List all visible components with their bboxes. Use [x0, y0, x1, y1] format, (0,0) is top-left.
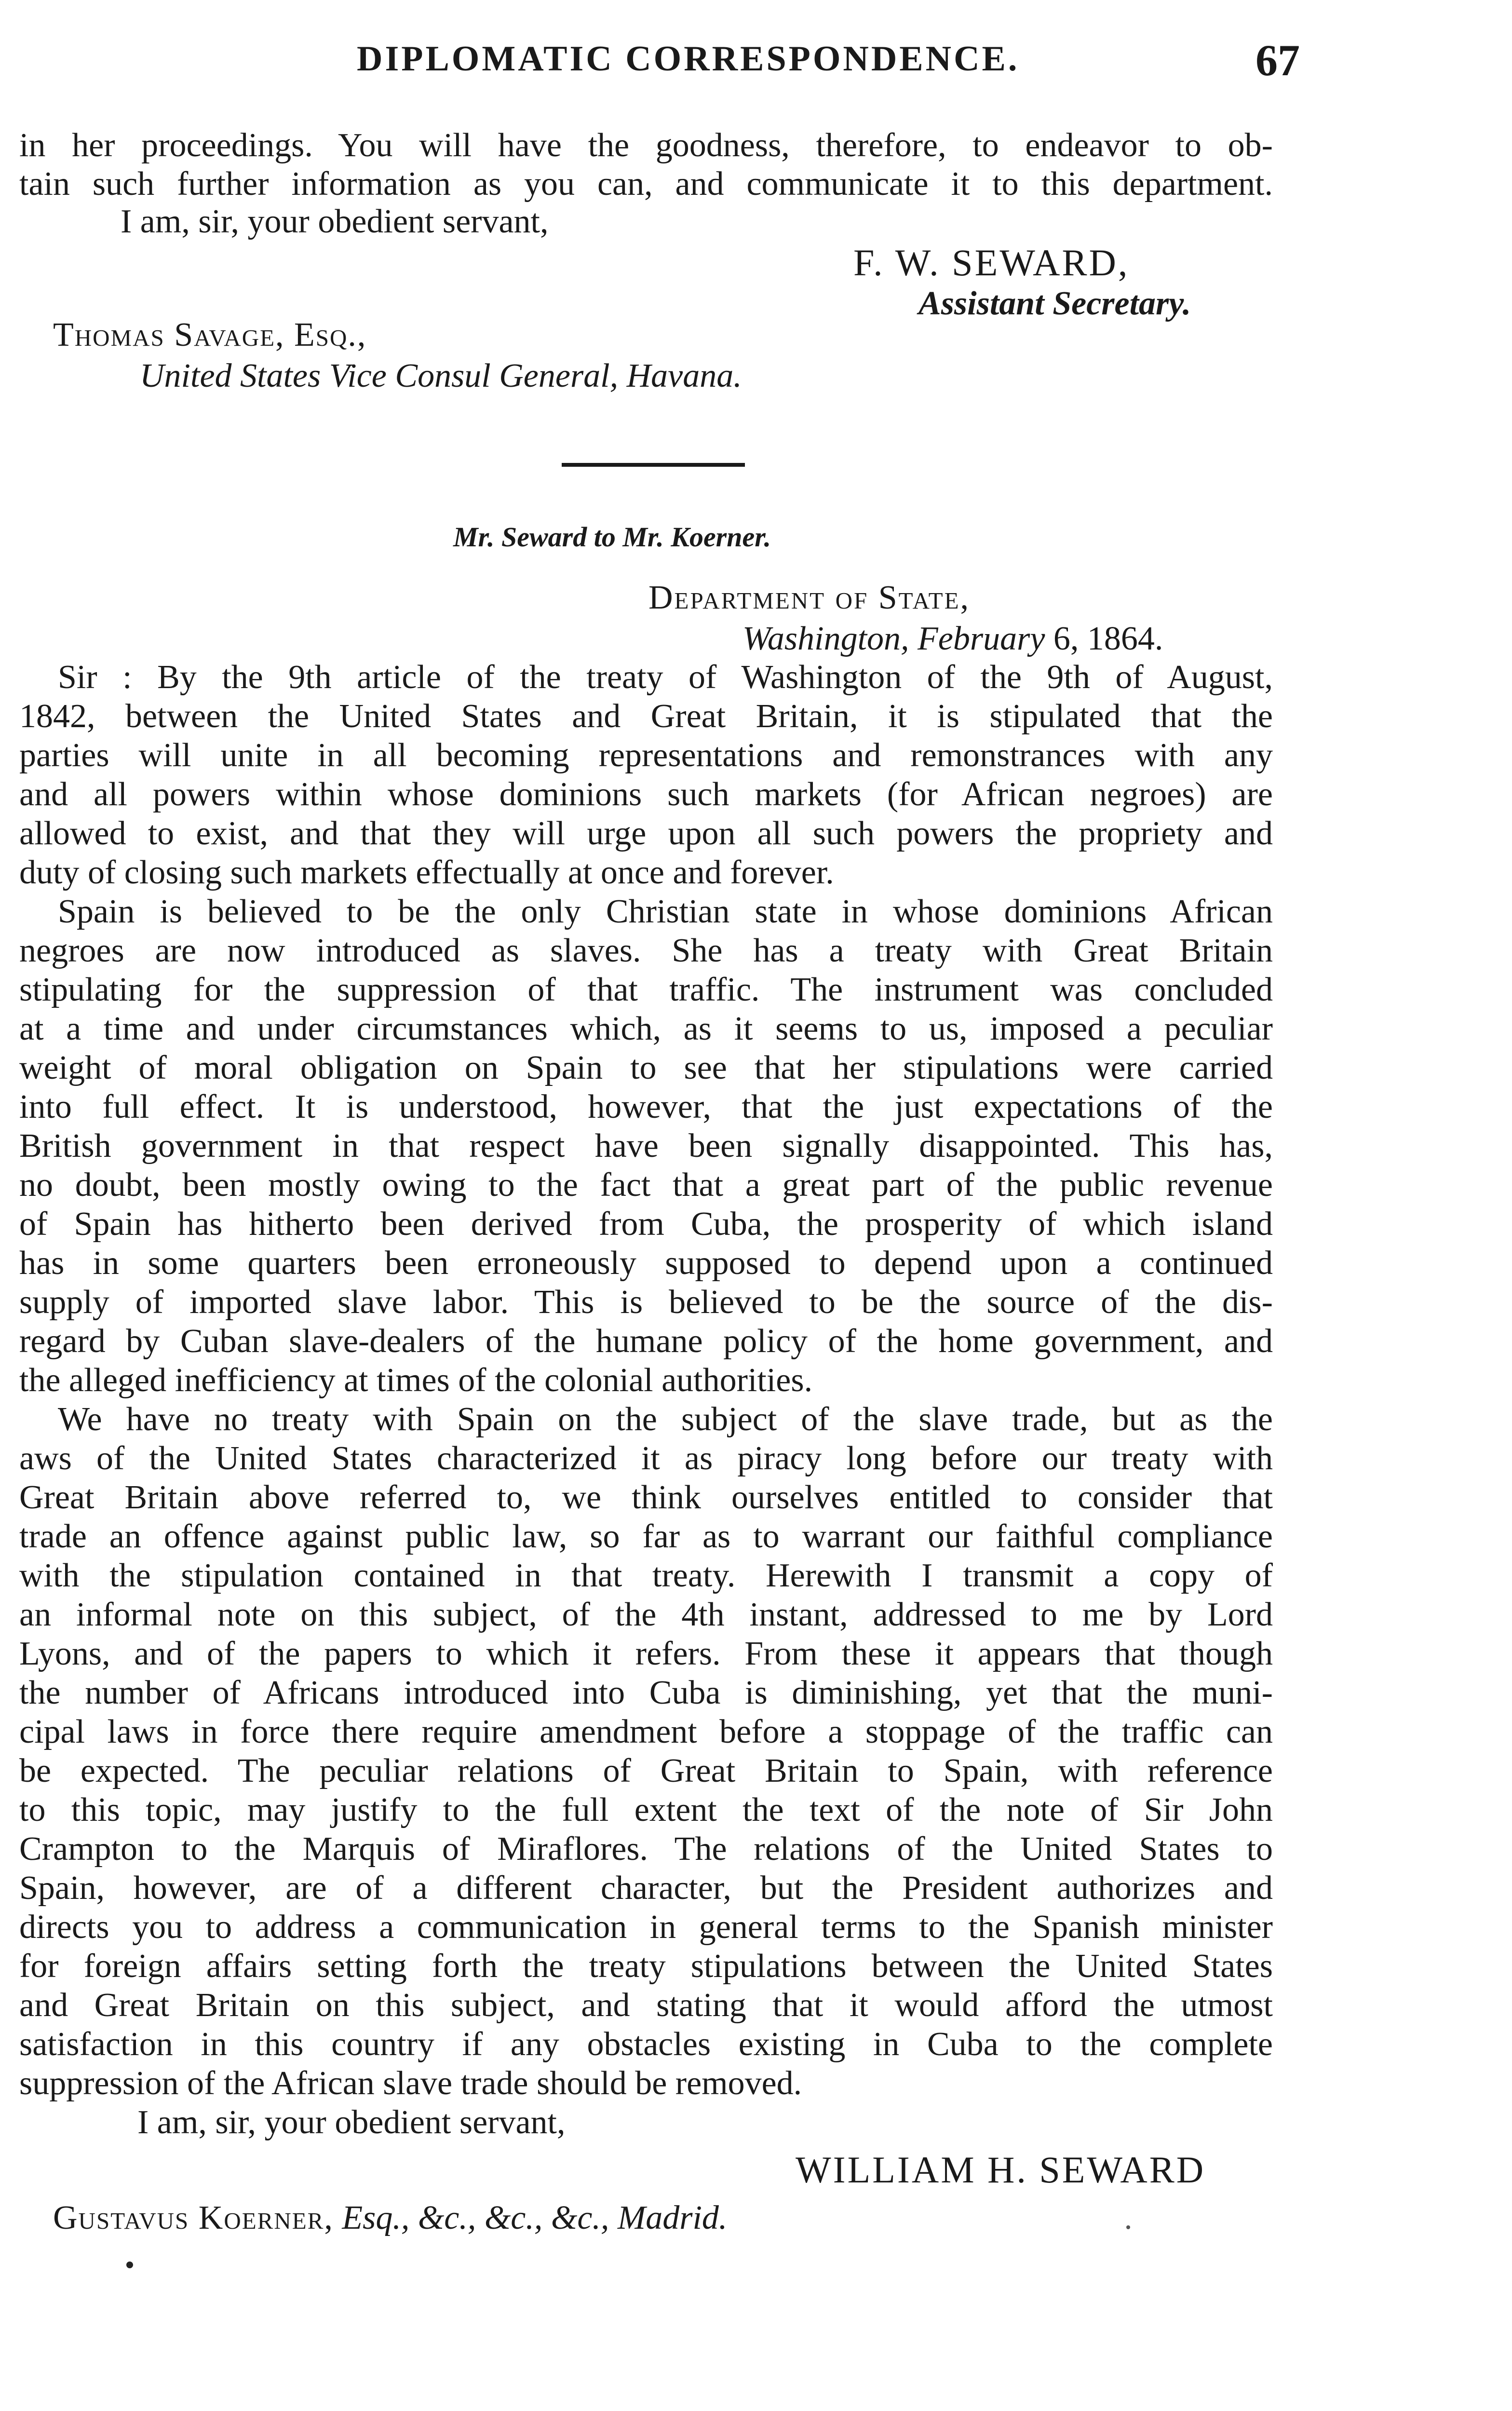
paragraph-line: and Great Britain on this subject, and stating that it would afford the utmost — [19, 1987, 1273, 2024]
dateline-place: Washington, February — [742, 620, 1045, 657]
recipient-line — [53, 2199, 727, 2237]
paragraph-line: 1842, between the United States and Great Britain, it is stipulated that the — [19, 698, 1273, 735]
paragraph-line: allowed to exist, and that they will urge upon all such powers the propriety and — [19, 815, 1273, 852]
paragraph-line: an informal note on this subject, of the 4th instant, addressed to me by Lord — [19, 1596, 1273, 1633]
page-header — [19, 35, 1300, 93]
paragraph-line: and all powers within whose dominions such markets (for African negroes) are — [19, 776, 1273, 813]
dateline — [742, 620, 1163, 658]
running-head: DIPLOMATIC CORRESPONDENCE. — [357, 39, 1020, 79]
recipient-name: Gustavus Koerner, — [53, 2199, 334, 2236]
paragraph-line: at a time and under circumstances which, as it seems to us, imposed a peculiar — [19, 1010, 1273, 1047]
paragraph-line: directs you to address a communication in general terms to the Spanish minister — [19, 1909, 1273, 1946]
paragraph-line: supply of imported slave labor. This is believed to be the source of the dis- — [19, 1284, 1273, 1321]
paragraph-line: Lyons, and of the papers to which it refers. From these it appears that though — [19, 1635, 1273, 1672]
paragraph-line: Crampton to the Marquis of Miraflores. The relations of the United States to — [19, 1830, 1273, 1868]
paragraph-line: to this topic, may justify to the full extent the text of the note of Sir John — [19, 1791, 1273, 1829]
page-number: 67 — [1256, 36, 1300, 85]
dateline-date: 6, 1864. — [1053, 620, 1163, 657]
paragraph-line: stipulating for the suppression of that traffic. The instrument was concluded — [19, 971, 1273, 1008]
paragraph-line: satisfaction in this country if any obstacles existing in Cuba to the complete — [19, 2026, 1273, 2063]
stray-mark — [1126, 2225, 1130, 2229]
body-line: tain such further information as you can, and communicate it to this department. — [19, 165, 1273, 203]
department-line: Department of State, — [648, 579, 971, 616]
paragraph-line: Spain, however, are of a different character, but the President authorizes and — [19, 1869, 1273, 1907]
paragraph-line: regard by Cuban slave-dealers of the humane policy of the home government, and — [19, 1323, 1273, 1360]
stray-mark — [126, 2262, 133, 2268]
paragraph-line: has in some quarters been erroneously supposed to depend upon a continued — [19, 1245, 1273, 1282]
paragraph-line: suppression of the African slave trade should be removed. — [19, 2065, 802, 2102]
recipient-name: Thomas Savage, Esq., — [53, 316, 367, 353]
signer-name: F. W. SEWARD, — [853, 242, 1130, 284]
paragraph-line: British government in that respect have been signally disappointed. This has, — [19, 1127, 1273, 1165]
letter-heading: Mr. Seward to Mr. Koerner. — [453, 521, 771, 553]
paragraph-line: of Spain has hitherto been derived from Cuba, the prosperity of which island — [19, 1206, 1273, 1243]
paragraph-line: negroes are now introduced as slaves. She has a treaty with Great Britain — [19, 932, 1273, 969]
paragraph-line: into full effect. It is understood, however, that the just expectations of the — [19, 1088, 1273, 1125]
paragraph-line: Great Britain above referred to, we think ourselves entitled to consider that — [19, 1479, 1273, 1516]
salutation: I am, sir, your obedient servant, — [137, 2104, 566, 2141]
paragraph-line: Sir : By the 9th article of the treaty of Washington of the 9th of August, — [58, 659, 1273, 696]
paragraph-line: for foreign affairs setting forth the treaty stipulations between the United States — [19, 1948, 1273, 1985]
salutation: I am, sir, your obedient servant, — [121, 203, 549, 240]
paragraph-line: the number of Africans introduced into Cuba is diminishing, yet that the muni- — [19, 1674, 1273, 1711]
paragraph-line: parties will unite in all becoming representations and remonstrances with any — [19, 737, 1273, 774]
recipient-title: United States Vice Consul General, Havana. — [140, 357, 742, 394]
paragraph-line: trade an offence against public law, so far as to warrant our faithful compliance — [19, 1518, 1273, 1555]
paragraph-line: be expected. The peculiar relations of Great Britain to Spain, with reference — [19, 1752, 1273, 1789]
paragraph-line: weight of moral obligation on Spain to see that her stipulations were carried — [19, 1049, 1273, 1086]
recipient-place: Madrid. — [617, 2199, 728, 2236]
signer-title: Assistant Secretary. — [918, 285, 1191, 322]
paragraph-line: with the stipulation contained in that treaty. Herewith I transmit a copy of — [19, 1557, 1273, 1594]
body-line: in her proceedings. You will have the goodness, therefore, to endeavor to ob- — [19, 127, 1273, 164]
paragraph-line: the alleged inefficiency at times of the colonial authorities. — [19, 1362, 813, 1399]
paragraph-line: no doubt, been mostly owing to the fact that a great part of the public revenue — [19, 1166, 1273, 1204]
section-divider — [562, 463, 745, 467]
paragraph-line: aws of the United States characterized it as piracy long before our treaty with — [19, 1440, 1273, 1477]
paragraph-line: Spain is believed to be the only Christian state in whose dominions African — [58, 893, 1273, 930]
signer-name: WILLIAM H. SEWARD — [796, 2149, 1206, 2191]
paragraph-line: duty of closing such markets effectually at once and forever. — [19, 854, 834, 891]
paragraph-line: We have no treaty with Spain on the subject of the slave trade, but as the — [58, 1401, 1273, 1438]
recipient-suffix: Esq., &c., &c., &c., — [342, 2199, 609, 2236]
paragraph-line: cipal laws in force there require amendment before a stoppage of the traffic can — [19, 1713, 1273, 1750]
